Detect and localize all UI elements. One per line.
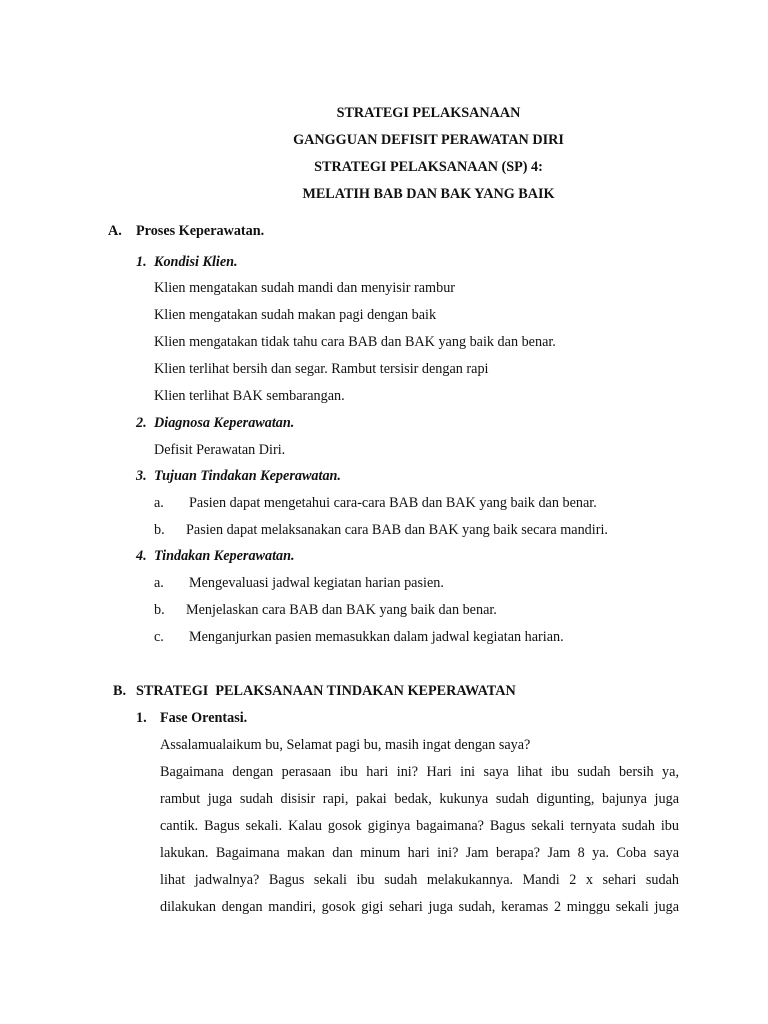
section-b-marker: B. [113, 683, 127, 699]
doc-title-line-2: GANGGUAN DEFISIT PERAWATAN DIRI [293, 132, 564, 148]
sub-item-text: Pasien dapat melaksanakan cara BAB dan BAK yang baik secara mandiri. [186, 522, 608, 538]
phase-number: 1. [136, 710, 147, 726]
item-2-title: Diagnosa Keperawatan. [154, 415, 295, 431]
section-a-marker: A. [108, 223, 122, 239]
dialog-line: Assalamualaikum bu, Selamat pagi bu, masih ingat dengan saya? [160, 737, 531, 753]
item-1-line: Klien mengatakan sudah makan pagi dengan baik [154, 307, 437, 323]
item-2-line: Defisit Perawatan Diri. [154, 442, 286, 458]
sub-item-marker: b. [154, 522, 165, 538]
sub-item-marker: b. [154, 602, 165, 618]
sub-item-marker: a. [154, 575, 164, 591]
item-3-title: Tujuan Tindakan Keperawatan. [154, 468, 341, 484]
item-1-title: Kondisi Klien. [154, 254, 238, 270]
sub-item-text: Pasien dapat mengetahui cara-cara BAB dan BAK yang baik dan benar. [189, 495, 597, 511]
item-4-number: 4. [136, 548, 147, 564]
item-1-line: Klien terlihat BAK sembarangan. [154, 388, 345, 404]
dialog-paragraph-line: lihat jadwalnya? Bagus sekali ibu sudah melakukannya. Mandi 2 x sehari sudah [160, 872, 679, 888]
dialog-paragraph-line: cantik. Bagus sekali. Kalau gosok giginya bagaimana? Bagus sekali ternyata sudah ibu [160, 818, 679, 834]
item-1-line: Klien mengatakan sudah mandi dan menyisir rambur [154, 280, 456, 296]
sub-item-marker: a. [154, 495, 164, 511]
doc-title-line-3: STRATEGI PELAKSANAAN (SP) 4: [314, 159, 543, 175]
dialog-paragraph-line: Bagaimana dengan perasaan ibu hari ini? Hari ini saya lihat ibu sudah bersih ya, [160, 764, 679, 780]
sub-item-text: Mengevaluasi jadwal kegiatan harian pasien. [189, 575, 444, 591]
item-3-number: 3. [136, 468, 147, 484]
section-a-title: Proses Keperawatan. [136, 223, 265, 239]
item-1-line: Klien terlihat bersih dan segar. Rambut tersisir dengan rapi [154, 361, 489, 377]
item-2-number: 2. [136, 415, 147, 431]
phase-title: Fase Orentasi. [160, 710, 248, 726]
item-1-line: Klien mengatakan tidak tahu cara BAB dan BAK yang baik dan benar. [154, 334, 556, 350]
sub-item-text: Menganjurkan pasien memasukkan dalam jadwal kegiatan harian. [189, 629, 564, 645]
doc-title-line-1: STRATEGI PELAKSANAAN [336, 105, 521, 121]
dialog-paragraph-line: lakukan. Bagaimana makan dan minum hari ini? Jam berapa? Jam 8 ya. Coba saya [160, 845, 679, 861]
item-1-number: 1. [136, 254, 147, 270]
section-b-title: STRATEGI PELAKSANAAN TINDAKAN KEPERAWATAN [136, 683, 516, 699]
dialog-paragraph-line: dilakukan dengan mandiri, gosok gigi sehari juga sudah, keramas 2 minggu sekali juga [160, 899, 679, 915]
sub-item-marker: c. [154, 629, 164, 645]
item-4-title: Tindakan Keperawatan. [154, 548, 295, 564]
dialog-paragraph-line: rambut juga sudah disisir rapi, pakai bedak, kukunya sudah digunting, bajunya juga [160, 791, 679, 807]
doc-title-line-4: MELATIH BAB DAN BAK YANG BAIK [302, 186, 555, 202]
sub-item-text: Menjelaskan cara BAB dan BAK yang baik dan benar. [186, 602, 497, 618]
